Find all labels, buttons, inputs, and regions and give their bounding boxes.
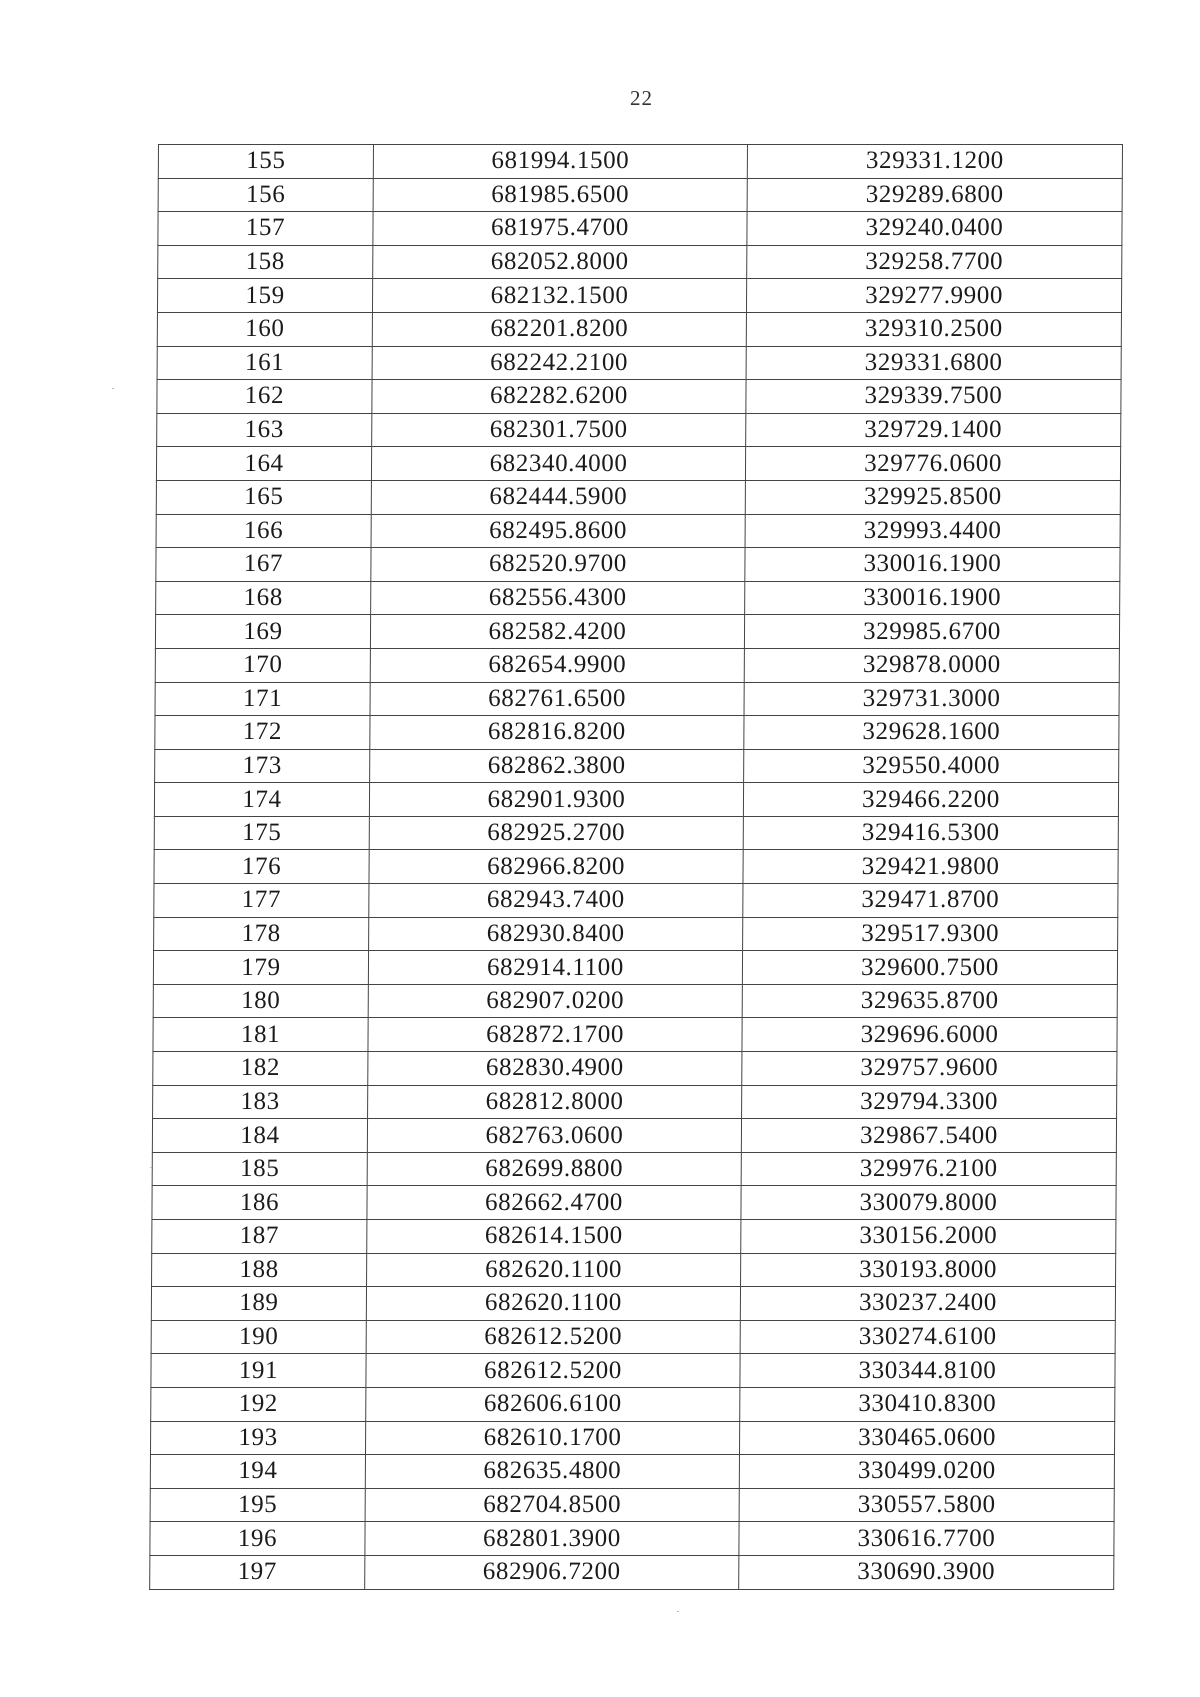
y-coordinate-cell: 329471.8700: [743, 884, 1118, 918]
coordinate-table-body: [150, 145, 1123, 1590]
point-number-cell: 156: [158, 178, 373, 212]
table-row: [156, 480, 1120, 514]
y-coordinate-cell: 330465.0600: [739, 1421, 1114, 1455]
table-row: [155, 716, 1119, 750]
x-coordinate-cell: 682830.4900: [368, 1052, 742, 1086]
point-number-cell: 177: [154, 884, 369, 918]
table-row: [152, 1152, 1116, 1186]
table-row: [158, 145, 1122, 179]
table-row: [150, 1421, 1114, 1455]
scan-speck: [112, 388, 114, 389]
x-coordinate-cell: 682901.9300: [369, 783, 743, 817]
point-number-cell: 158: [158, 245, 373, 279]
point-number-cell: 182: [153, 1052, 368, 1086]
point-number-cell: 184: [152, 1119, 367, 1153]
point-number-cell: 172: [155, 716, 370, 750]
table-row: [153, 1085, 1117, 1119]
table-row: [155, 615, 1119, 649]
y-coordinate-cell: 330237.2400: [740, 1287, 1115, 1321]
table-row: [152, 1119, 1116, 1153]
point-number-cell: 190: [151, 1320, 366, 1354]
y-coordinate-cell: 329331.1200: [747, 145, 1122, 179]
y-coordinate-cell: 329310.2500: [746, 312, 1121, 346]
x-coordinate-cell: 682052.8000: [373, 245, 747, 279]
x-coordinate-cell: 681985.6500: [373, 178, 747, 212]
x-coordinate-cell: 682620.1100: [367, 1253, 741, 1287]
y-coordinate-cell: 329416.5300: [743, 816, 1118, 850]
table-row: [152, 1253, 1116, 1287]
y-coordinate-cell: 329731.3000: [744, 682, 1119, 716]
y-coordinate-cell: 329258.7700: [747, 245, 1122, 279]
x-coordinate-cell: 682907.0200: [368, 984, 742, 1018]
y-coordinate-cell: 329925.8500: [745, 480, 1120, 514]
point-number-cell: 169: [155, 615, 370, 649]
x-coordinate-cell: 682612.5200: [366, 1320, 740, 1354]
table-row: [158, 212, 1122, 246]
point-number-cell: 187: [152, 1220, 367, 1254]
y-coordinate-cell: 330616.7700: [739, 1522, 1114, 1556]
table-row: [154, 884, 1118, 918]
x-coordinate-cell: 682242.2100: [372, 346, 746, 380]
x-coordinate-cell: 682662.4700: [367, 1186, 741, 1220]
table-row: [155, 648, 1119, 682]
y-coordinate-cell: 329289.6800: [747, 178, 1122, 212]
point-number-cell: 176: [154, 850, 369, 884]
y-coordinate-cell: 329867.5400: [741, 1119, 1116, 1153]
x-coordinate-cell: 682495.8600: [371, 514, 745, 548]
y-coordinate-cell: 330274.6100: [740, 1320, 1115, 1354]
point-number-cell: 186: [152, 1186, 367, 1220]
y-coordinate-cell: 329517.9300: [743, 917, 1118, 951]
table-row: [151, 1320, 1115, 1354]
x-coordinate-cell: 682812.8000: [368, 1085, 742, 1119]
x-coordinate-cell: 682816.8200: [370, 716, 744, 750]
x-coordinate-cell: 682620.1100: [366, 1287, 740, 1321]
point-number-cell: 166: [156, 514, 371, 548]
table-row: [155, 749, 1119, 783]
table-row: [150, 1555, 1114, 1589]
point-number-cell: 181: [153, 1018, 368, 1052]
table-row: [157, 413, 1121, 447]
table-row: [155, 682, 1119, 716]
table-row: [152, 1186, 1116, 1220]
x-coordinate-cell: 682582.4200: [370, 615, 744, 649]
point-number-cell: 188: [152, 1253, 367, 1287]
x-coordinate-cell: 682704.8500: [365, 1488, 739, 1522]
x-coordinate-cell: 681994.1500: [373, 145, 747, 179]
x-coordinate-cell: 682520.9700: [371, 548, 745, 582]
y-coordinate-cell: 329993.4400: [745, 514, 1120, 548]
y-coordinate-cell: 330690.3900: [739, 1555, 1114, 1589]
point-number-cell: 178: [154, 917, 369, 951]
point-number-cell: 159: [157, 279, 372, 313]
x-coordinate-cell: 681975.4700: [373, 212, 747, 246]
x-coordinate-cell: 682862.3800: [370, 749, 744, 783]
y-coordinate-cell: 329757.9600: [742, 1052, 1117, 1086]
y-coordinate-cell: 330016.1900: [745, 548, 1120, 582]
y-coordinate-cell: 329628.1600: [744, 716, 1119, 750]
point-number-cell: 179: [153, 951, 368, 985]
table-row: [153, 951, 1117, 985]
x-coordinate-cell: 682925.2700: [369, 816, 743, 850]
y-coordinate-cell: 329976.2100: [741, 1152, 1116, 1186]
table-row: [158, 245, 1122, 279]
x-coordinate-cell: 682763.0600: [367, 1119, 741, 1153]
table-row: [157, 346, 1121, 380]
y-coordinate-cell: 329421.9800: [743, 850, 1118, 884]
table-row: [151, 1387, 1115, 1421]
x-coordinate-cell: 682914.1100: [368, 951, 742, 985]
scan-speck: [150, 1167, 152, 1168]
point-number-cell: 164: [156, 447, 371, 481]
x-coordinate-cell: 682943.7400: [369, 884, 743, 918]
table-row: [150, 1455, 1114, 1489]
x-coordinate-cell: 682930.8400: [369, 917, 743, 951]
x-coordinate-cell: 682966.8200: [369, 850, 743, 884]
point-number-cell: 197: [150, 1555, 365, 1589]
x-coordinate-cell: 682340.4000: [371, 447, 745, 481]
x-coordinate-cell: 682201.8200: [372, 312, 746, 346]
y-coordinate-cell: 330079.8000: [741, 1186, 1116, 1220]
point-number-cell: 195: [150, 1488, 365, 1522]
y-coordinate-cell: 329635.8700: [742, 984, 1117, 1018]
table-row: [153, 984, 1117, 1018]
point-number-cell: 175: [154, 816, 369, 850]
y-coordinate-cell: 330410.8300: [740, 1387, 1115, 1421]
point-number-cell: 161: [157, 346, 372, 380]
y-coordinate-cell: 330557.5800: [739, 1488, 1114, 1522]
point-number-cell: 170: [155, 648, 370, 682]
point-number-cell: 167: [156, 548, 371, 582]
x-coordinate-cell: 682612.5200: [366, 1354, 740, 1388]
table-row: [150, 1488, 1114, 1522]
y-coordinate-cell: 329331.6800: [746, 346, 1121, 380]
point-number-cell: 160: [157, 312, 372, 346]
table-row: [153, 1052, 1117, 1086]
x-coordinate-cell: 682132.1500: [372, 279, 746, 313]
x-coordinate-cell: 682301.7500: [372, 413, 746, 447]
x-coordinate-cell: 682444.5900: [371, 480, 745, 514]
y-coordinate-cell: 329339.7500: [746, 380, 1121, 414]
y-coordinate-cell: 329240.0400: [747, 212, 1122, 246]
point-number-cell: 173: [155, 749, 370, 783]
coordinate-table: [149, 144, 1123, 1590]
x-coordinate-cell: 682761.6500: [370, 682, 744, 716]
x-coordinate-cell: 682556.4300: [371, 581, 745, 615]
table-row: [154, 850, 1118, 884]
y-coordinate-cell: 330499.0200: [739, 1455, 1114, 1489]
table-row: [156, 581, 1120, 615]
point-number-cell: 189: [151, 1287, 366, 1321]
point-number-cell: 193: [150, 1421, 365, 1455]
table-row: [158, 178, 1122, 212]
table-row: [157, 279, 1121, 313]
point-number-cell: 163: [157, 413, 372, 447]
y-coordinate-cell: 330193.8000: [741, 1253, 1116, 1287]
x-coordinate-cell: 682654.9900: [370, 648, 744, 682]
point-number-cell: 180: [153, 984, 368, 1018]
point-number-cell: 162: [157, 380, 372, 414]
table-row: [157, 380, 1121, 414]
y-coordinate-cell: 329985.6700: [744, 615, 1119, 649]
table-row: [156, 548, 1120, 582]
point-number-cell: 171: [155, 682, 370, 716]
x-coordinate-cell: 682635.4800: [365, 1455, 739, 1489]
y-coordinate-cell: 329277.9900: [746, 279, 1121, 313]
table-row: [151, 1354, 1115, 1388]
table-row: [150, 1522, 1114, 1556]
x-coordinate-cell: 682282.6200: [372, 380, 746, 414]
table-row: [154, 783, 1118, 817]
x-coordinate-cell: 682872.1700: [368, 1018, 742, 1052]
point-number-cell: 165: [156, 480, 371, 514]
point-number-cell: 174: [154, 783, 369, 817]
x-coordinate-cell: 682801.3900: [365, 1522, 739, 1556]
point-number-cell: 194: [150, 1455, 365, 1489]
table-row: [156, 514, 1120, 548]
x-coordinate-cell: 682606.6100: [366, 1387, 740, 1421]
point-number-cell: 155: [158, 145, 373, 179]
y-coordinate-cell: 329794.3300: [742, 1085, 1117, 1119]
y-coordinate-cell: 329776.0600: [745, 447, 1120, 481]
y-coordinate-cell: 329550.4000: [744, 749, 1119, 783]
table-row: [151, 1287, 1115, 1321]
table-row: [153, 1018, 1117, 1052]
x-coordinate-cell: 682610.1700: [365, 1421, 739, 1455]
table-row: [154, 917, 1118, 951]
table-row: [154, 816, 1118, 850]
y-coordinate-cell: 329878.0000: [744, 648, 1119, 682]
point-number-cell: 192: [151, 1387, 366, 1421]
x-coordinate-cell: 682906.7200: [365, 1555, 739, 1589]
y-coordinate-cell: 329466.2200: [743, 783, 1118, 817]
point-number-cell: 183: [153, 1085, 368, 1119]
y-coordinate-cell: 330016.1900: [745, 581, 1120, 615]
point-number-cell: 168: [156, 581, 371, 615]
y-coordinate-cell: 329696.6000: [742, 1018, 1117, 1052]
point-number-cell: 196: [150, 1522, 365, 1556]
y-coordinate-cell: 330344.8100: [740, 1354, 1115, 1388]
table-row: [157, 312, 1121, 346]
page-number: 22: [630, 86, 653, 110]
table-row: [152, 1220, 1116, 1254]
point-number-cell: 185: [152, 1152, 367, 1186]
y-coordinate-cell: 329729.1400: [746, 413, 1121, 447]
y-coordinate-cell: 329600.7500: [742, 951, 1117, 985]
y-coordinate-cell: 330156.2000: [741, 1220, 1116, 1254]
x-coordinate-cell: 682699.8800: [367, 1152, 741, 1186]
x-coordinate-cell: 682614.1500: [367, 1220, 741, 1254]
point-number-cell: 157: [158, 212, 373, 246]
table-row: [156, 447, 1120, 481]
point-number-cell: 191: [151, 1354, 366, 1388]
scan-speck: [677, 1611, 679, 1612]
